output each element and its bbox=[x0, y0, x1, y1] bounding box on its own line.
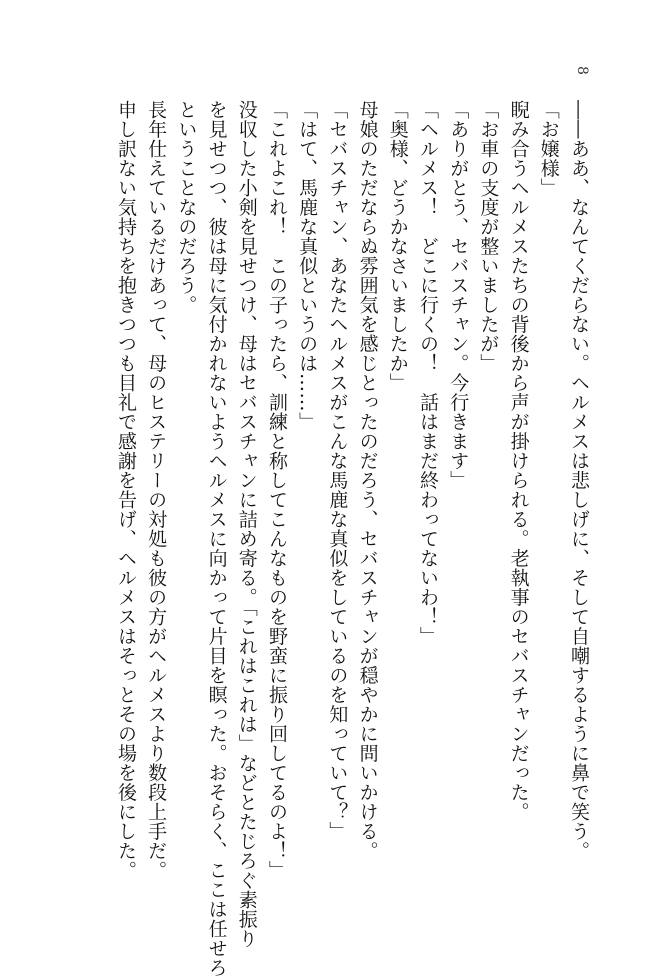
text-line: 「お車の支度が整いましたが」 bbox=[477, 100, 500, 373]
text-line: 「お嬢様」 bbox=[537, 100, 560, 198]
text-line: ――ああ、なんてくだらない。ヘルメスは悲しげに、そして自嘲するように鼻で笑う。 bbox=[568, 100, 590, 861]
text-line: 「これよこれ！ この子ったら、訓練と称してこんなものを野蛮に振り回してるのよ！」 bbox=[265, 100, 288, 880]
text-line: 申し訳ない気持ちを抱きつつも目礼で感謝を告げ、ヘルメスはそっとその場を後にした。 bbox=[114, 100, 137, 880]
text-line: 「セバスチャン、あなたヘルメスがこんな馬鹿な真似をしているのを知っていて？」 bbox=[326, 100, 349, 841]
text-line: 睨み合うヘルメスたちの背後から声が掛けられる。老執事のセバスチャンだった。 bbox=[507, 100, 530, 822]
text-line: を見せつつ、彼は母に気付かれないようヘルメスに向かって片目を瞑った。おそらく、ここは任せろ bbox=[205, 100, 228, 978]
text-line: 没収した小剣を見せつけ、母はセバスチャンに詰め寄る。「これはこれは」などとたじろぐ素振り bbox=[235, 100, 258, 949]
vertical-text-body bbox=[114, 100, 594, 978]
text-line: 「ありがとう、セバスチャン。今行きます」 bbox=[447, 100, 470, 490]
text-line: 長年仕えているだけあって、母のヒステリーの対処も彼の方がヘルメスより数段上手だ。 bbox=[145, 100, 168, 880]
text-line: 母娘のただならぬ雰囲気を感じとったのだろう、セバスチャンが穏やかに問いかける。 bbox=[356, 100, 379, 861]
text-line: 「奥様、どうかなさいましたか」 bbox=[386, 100, 409, 393]
text-line: ということなのだろう。 bbox=[175, 100, 198, 315]
page-number: 8 bbox=[574, 66, 590, 75]
text-line: 「ヘルメス！ どこに行くの！ 話はまだ終わってないわ！」 bbox=[416, 100, 439, 646]
text-line: 「はて、馬鹿な真似というのは……」 bbox=[296, 100, 319, 432]
